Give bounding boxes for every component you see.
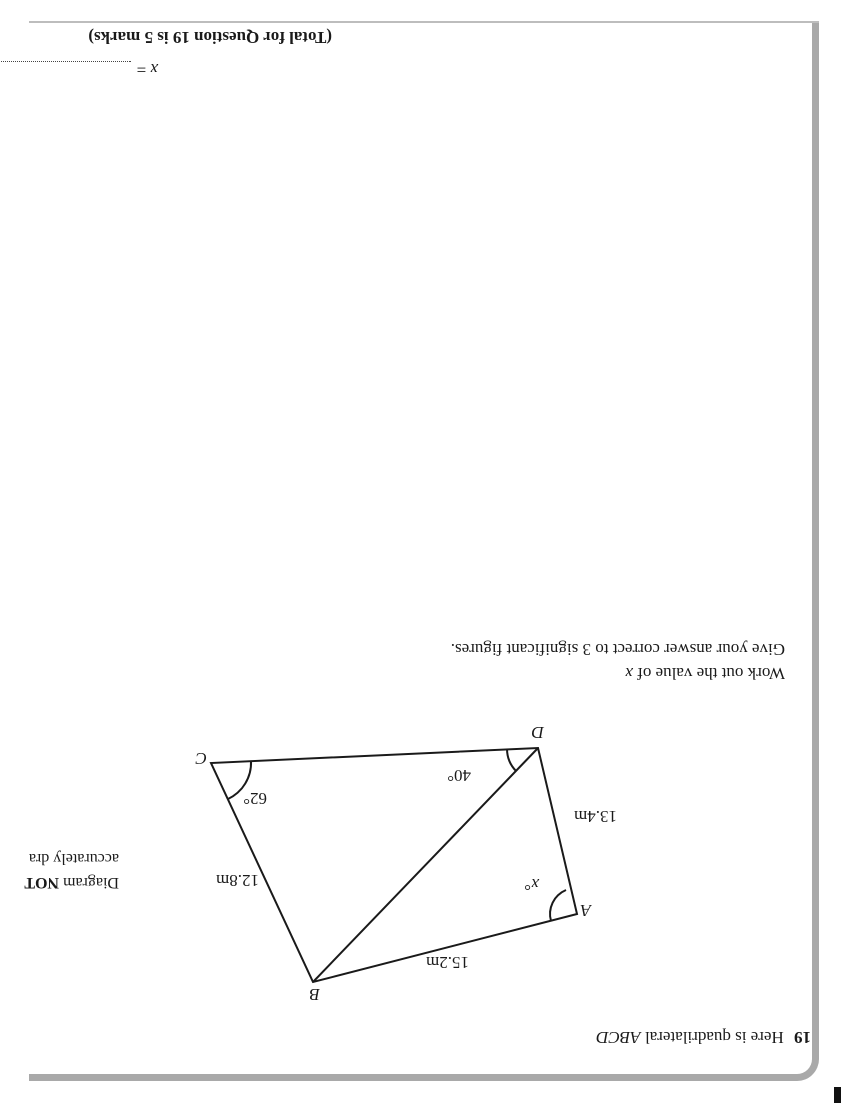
vertex-label-c: C xyxy=(195,749,207,768)
instruction-significant-figures: Give your answer correct to 3 significant figures. xyxy=(450,640,785,659)
length-label-ab: 15.2m xyxy=(426,953,469,972)
diagonal-bd xyxy=(313,748,538,982)
quadrilateral-outline xyxy=(211,748,577,982)
angle-label-d: 40° xyxy=(447,766,471,785)
diagram-not-to-scale-note: Diagram NOT accurately dra xyxy=(24,850,119,891)
bottom-divider xyxy=(29,21,819,23)
angle-arc-a xyxy=(550,890,566,921)
length-label-bc: 12.8m xyxy=(216,871,259,890)
question-total-marks: (Total for Question 19 is 5 marks) xyxy=(88,28,332,47)
question-shape-name: ABCD xyxy=(596,1028,641,1047)
angle-arc-d xyxy=(507,749,516,771)
question-number: 19 xyxy=(794,1028,811,1047)
answer-line: x = xyxy=(0,59,158,79)
instruction-work-out: Work out the value of x xyxy=(625,664,785,683)
vertex-label-d: D xyxy=(531,723,544,742)
question-instructions xyxy=(451,637,785,685)
length-label-ad: 13.4m xyxy=(574,807,617,826)
angle-label-c: 62° xyxy=(243,789,267,808)
vertex-label-a: A xyxy=(580,901,591,920)
answer-field[interactable] xyxy=(0,61,131,74)
angle-label-a: x° xyxy=(524,875,539,894)
question-intro: Here is quadrilateral ABCD xyxy=(596,1028,784,1047)
answer-variable: x xyxy=(150,60,158,79)
vertex-label-b: B xyxy=(309,985,320,1004)
